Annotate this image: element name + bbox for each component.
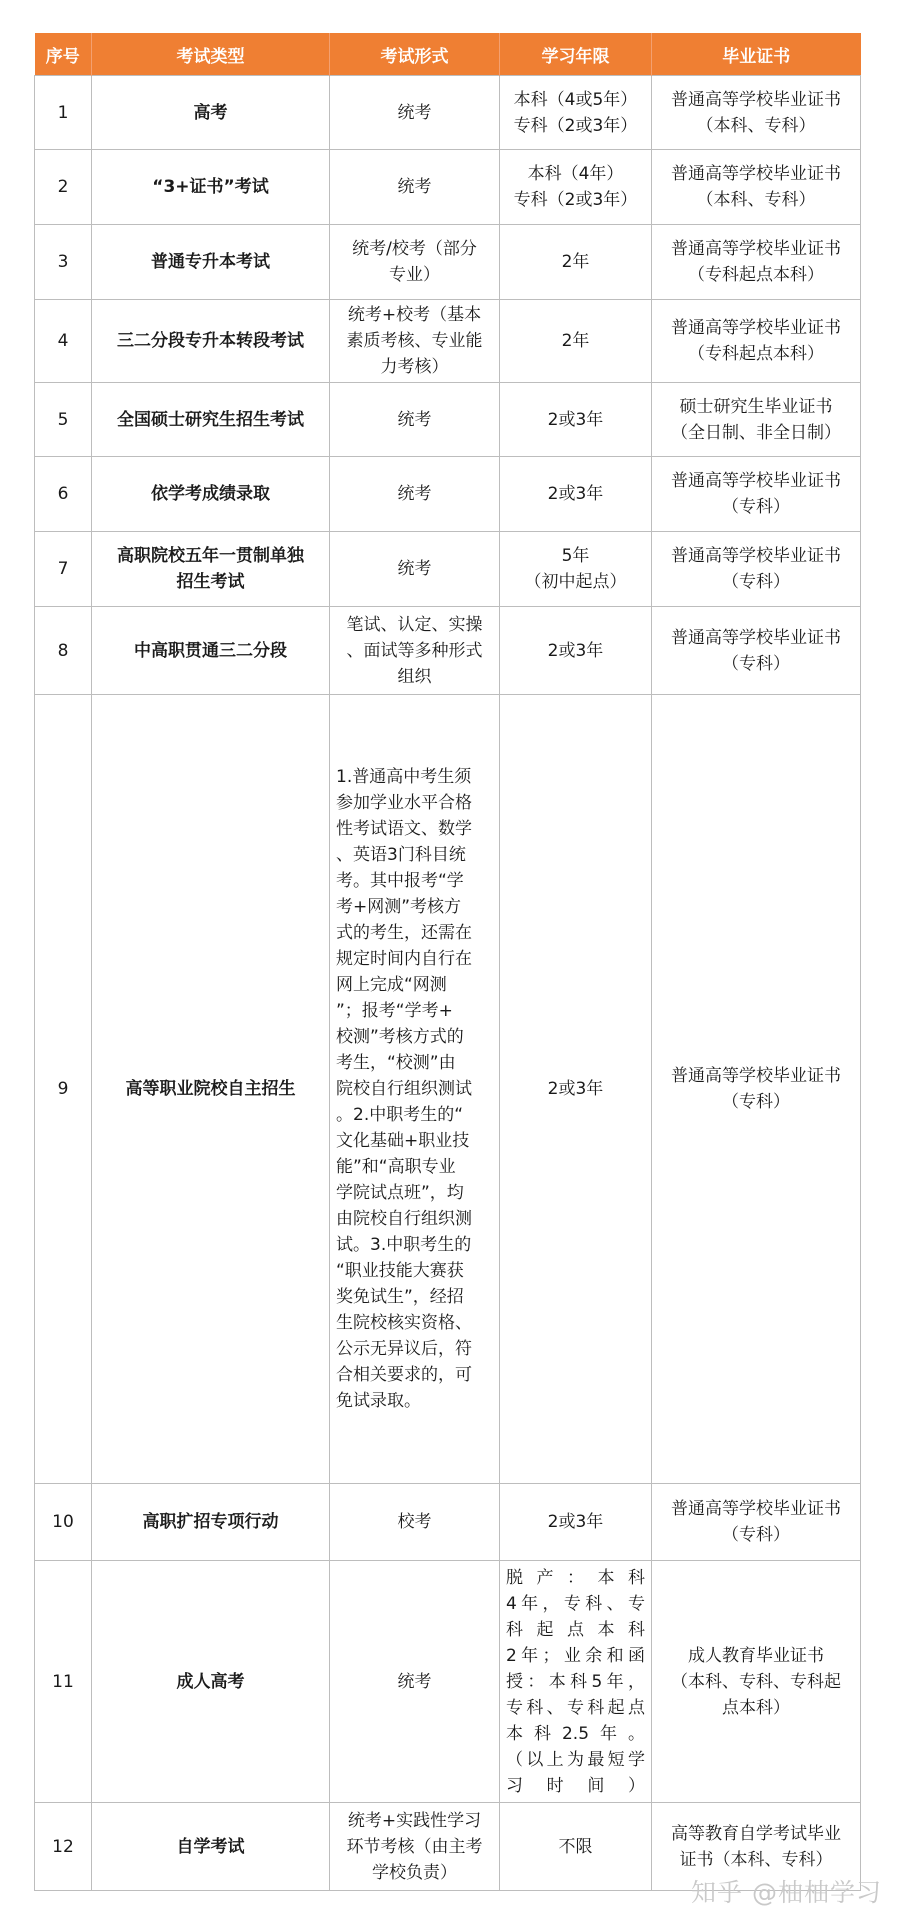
row-exam-form: 统考	[330, 76, 500, 150]
row-certificate: 普通高等学校毕业证书 （专科）	[652, 1484, 861, 1561]
row-exam-form: 统考	[330, 457, 500, 532]
header-index: 序号	[35, 33, 92, 76]
row-duration: 2或3年	[500, 383, 652, 457]
table-row	[35, 300, 861, 383]
row-exam-type: 三二分段专升本转段考试	[92, 300, 330, 383]
row-exam-type: 高考	[92, 76, 330, 150]
table-row	[35, 607, 861, 695]
table-row	[35, 695, 861, 1484]
table-row	[35, 383, 861, 457]
row-certificate: 普通高等学校毕业证书 （专科）	[652, 695, 861, 1484]
table-row	[35, 150, 861, 225]
exam-table	[34, 33, 861, 1891]
table-row	[35, 532, 861, 607]
table-row	[35, 225, 861, 300]
row-duration: 2年	[500, 225, 652, 300]
row-index: 4	[35, 300, 92, 383]
row-exam-form: 1.普通高中考生须 参加学业水平合格 性考试语文、数学 、英语3门科目统 考。其中报考“学 考+网测”考核方 式的考生，还需在 规定时间内自行在 网上完成“网测 ”；报考“学考+ 校测”考核方式的 考生，“校测”由 院校自行组织测试 。2.中职考生的“ 文化基础+职业技 能”和“高职专业 学院试点班”，均 由院校自行组织测 试。3.中职考生的 “职业技能大赛获 奖免试生”，经招 生院校核实资格、 公示无异议后，符 合相关要求的，可 免试录取。	[330, 695, 500, 1484]
row-duration: 2或3年	[500, 695, 652, 1484]
row-duration: 本科（4或5年） 专科（2或3年）	[500, 76, 652, 150]
row-exam-type: 自学考试	[92, 1803, 330, 1891]
row-exam-form: 统考/校考（部分 专业）	[330, 225, 500, 300]
row-exam-type: 普通专升本考试	[92, 225, 330, 300]
row-duration: 2年	[500, 300, 652, 383]
row-duration: 5年 （初中起点）	[500, 532, 652, 607]
header-certificate: 毕业证书	[652, 33, 861, 76]
table-row	[35, 1561, 861, 1803]
row-exam-type: 高等职业院校自主招生	[92, 695, 330, 1484]
row-exam-form: 统考	[330, 383, 500, 457]
row-index: 9	[35, 695, 92, 1484]
row-duration: 脱产：本科 4年，专科、专 科起点本科 2年；业余和函 授：本科5年， 专科、专科起点 本科2.5年。 （以上为最短学 习时间）	[500, 1561, 652, 1803]
header-exam-type: 考试类型	[92, 33, 330, 76]
table-row	[35, 76, 861, 150]
table-row	[35, 457, 861, 532]
row-index: 10	[35, 1484, 92, 1561]
row-certificate: 普通高等学校毕业证书 （专科）	[652, 532, 861, 607]
row-exam-type: 全国硕士研究生招生考试	[92, 383, 330, 457]
row-exam-form: 统考	[330, 532, 500, 607]
row-exam-type: 中高职贯通三二分段	[92, 607, 330, 695]
row-index: 1	[35, 76, 92, 150]
row-index: 5	[35, 383, 92, 457]
row-index: 3	[35, 225, 92, 300]
row-certificate: 普通高等学校毕业证书 （本科、专科）	[652, 76, 861, 150]
row-certificate: 硕士研究生毕业证书 （全日制、非全日制）	[652, 383, 861, 457]
row-index: 11	[35, 1561, 92, 1803]
row-duration: 不限	[500, 1803, 652, 1891]
row-index: 6	[35, 457, 92, 532]
row-index: 7	[35, 532, 92, 607]
table-row	[35, 1484, 861, 1561]
row-exam-form: 统考+实践性学习 环节考核（由主考 学校负责）	[330, 1803, 500, 1891]
row-exam-form: 校考	[330, 1484, 500, 1561]
row-certificate: 普通高等学校毕业证书 （专科起点本科）	[652, 300, 861, 383]
row-certificate: 高等教育自学考试毕业 证书（本科、专科）	[652, 1803, 861, 1891]
row-index: 2	[35, 150, 92, 225]
header-exam-form: 考试形式	[330, 33, 500, 76]
row-exam-type: “3+证书”考试	[92, 150, 330, 225]
row-exam-type: 高职院校五年一贯制单独 招生考试	[92, 532, 330, 607]
row-duration: 2或3年	[500, 457, 652, 532]
row-certificate: 普通高等学校毕业证书 （本科、专科）	[652, 150, 861, 225]
row-duration: 2或3年	[500, 607, 652, 695]
row-index: 12	[35, 1803, 92, 1891]
row-duration: 2或3年	[500, 1484, 652, 1561]
header-duration: 学习年限	[500, 33, 652, 76]
row-exam-form: 统考+校考（基本 素质考核、专业能 力考核）	[330, 300, 500, 383]
row-exam-form: 统考	[330, 150, 500, 225]
row-certificate: 普通高等学校毕业证书 （专科）	[652, 457, 861, 532]
row-exam-form: 笔试、认定、实操 、面试等多种形式 组织	[330, 607, 500, 695]
row-exam-type: 高职扩招专项行动	[92, 1484, 330, 1561]
watermark: 知乎 @柚柚学习	[691, 1878, 882, 1907]
row-exam-form: 统考	[330, 1561, 500, 1803]
row-index: 8	[35, 607, 92, 695]
row-exam-type: 成人高考	[92, 1561, 330, 1803]
header-row	[35, 33, 861, 76]
row-duration: 本科（4年） 专科（2或3年）	[500, 150, 652, 225]
row-exam-type: 依学考成绩录取	[92, 457, 330, 532]
row-certificate: 普通高等学校毕业证书 （专科起点本科）	[652, 225, 861, 300]
row-certificate: 普通高等学校毕业证书 （专科）	[652, 607, 861, 695]
row-certificate: 成人教育毕业证书 （本科、专科、专科起 点本科）	[652, 1561, 861, 1803]
